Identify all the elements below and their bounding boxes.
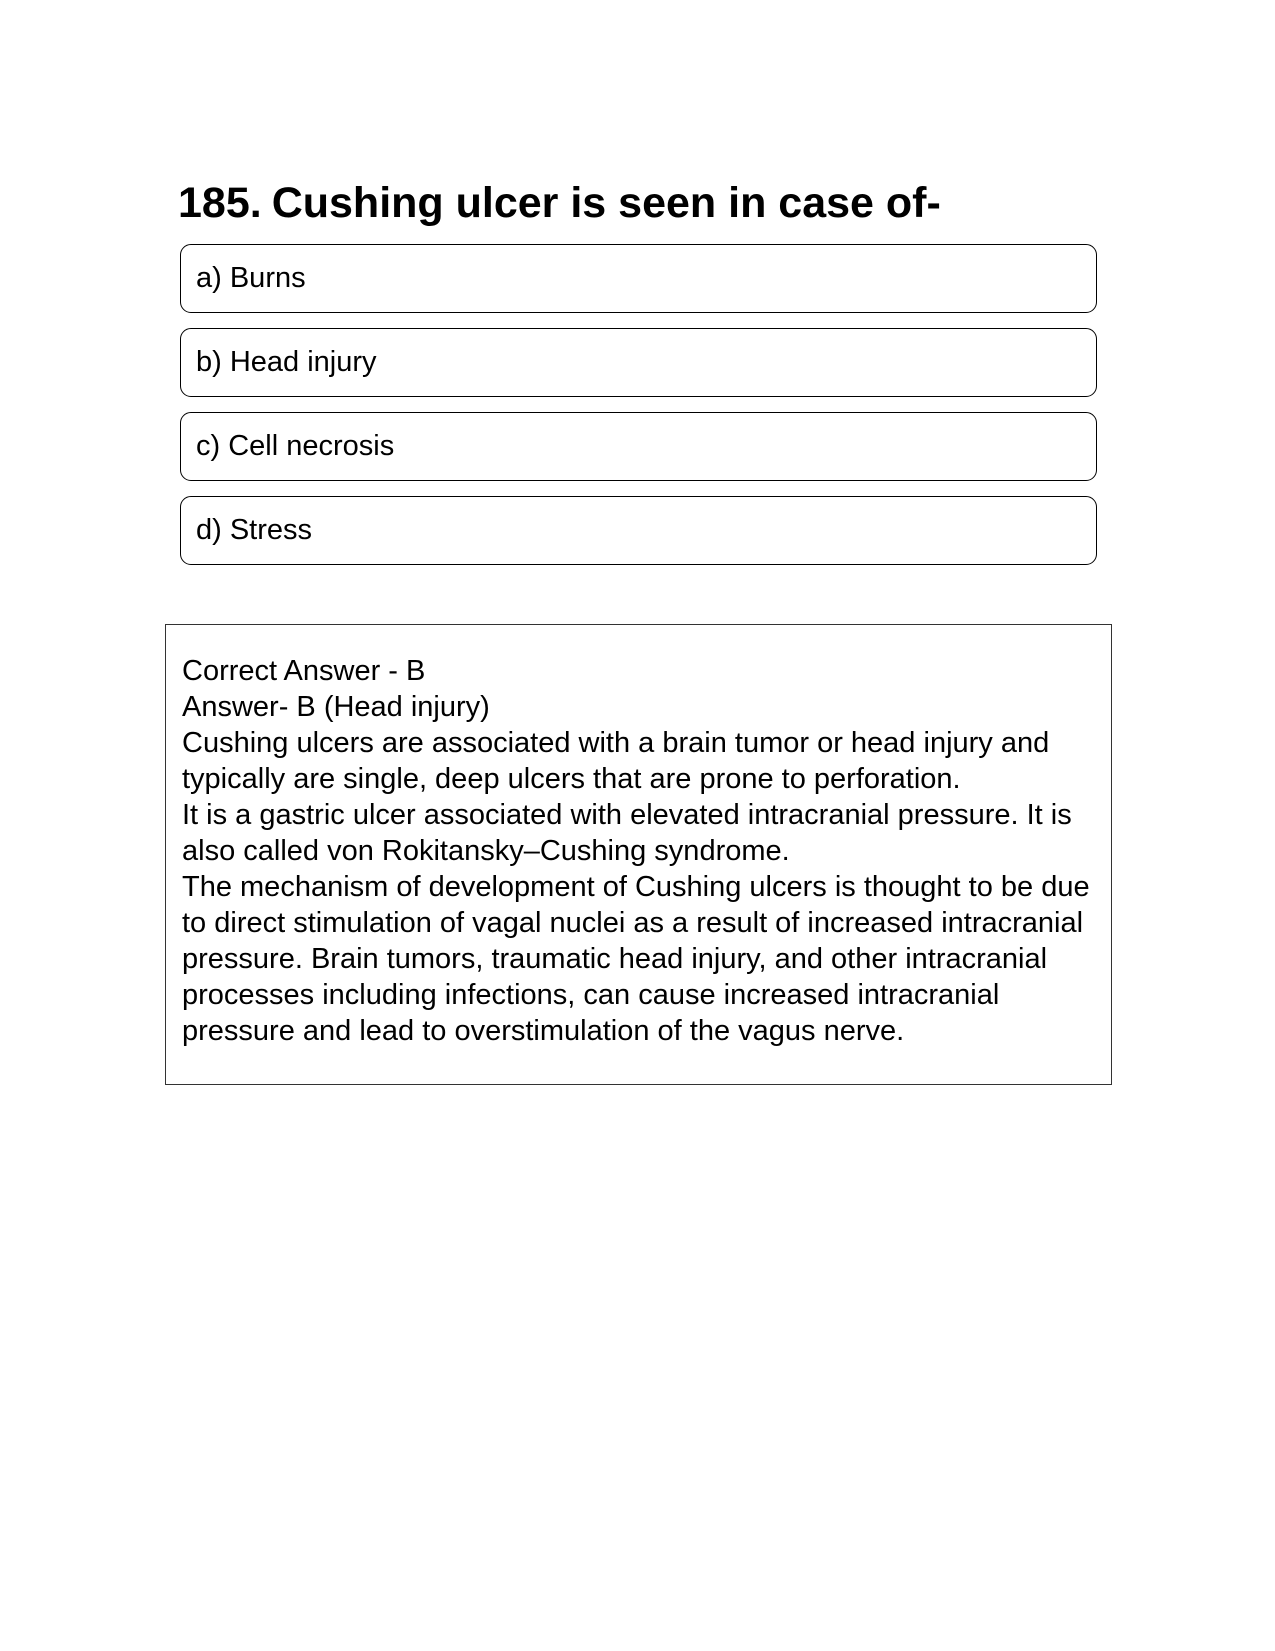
correct-answer: Correct Answer - B — [182, 655, 426, 687]
explanation-paragraph-3: The mechanism of development of Cushing ulcers is thought to be due to direct stimulation of vagal nuclei as a result of increased intracranial pressure. Brain tumors, traumatic head injury, and other intracranial processes including infections, can cause increased intracranial pressure and lead to overstimulation of the vagus nerve. — [182, 871, 1090, 1047]
question-title — [178, 174, 941, 232]
explanation-paragraph-2: It is a gastric ulcer associated with elevated intracranial pressure. It is also called von Rokitansky–Cushing syndrome. — [182, 799, 1072, 867]
question-text: Cushing ulcer is seen in case of- — [271, 179, 941, 227]
option-a[interactable]: a) Burns — [180, 244, 1097, 313]
answer-line: Answer- B (Head injury) — [182, 691, 490, 723]
option-c[interactable]: c) Cell necrosis — [180, 412, 1097, 481]
option-d[interactable]: d) Stress — [180, 496, 1097, 565]
explanation-paragraph-1: Cushing ulcers are associated with a brain tumor or head injury and typically are single, deep ulcers that are prone to perforation. — [182, 727, 1050, 795]
answer-explanation-box — [165, 624, 1112, 1085]
options-list — [180, 244, 1097, 580]
question-number: 185. — [178, 179, 262, 227]
option-b[interactable]: b) Head injury — [180, 328, 1097, 397]
